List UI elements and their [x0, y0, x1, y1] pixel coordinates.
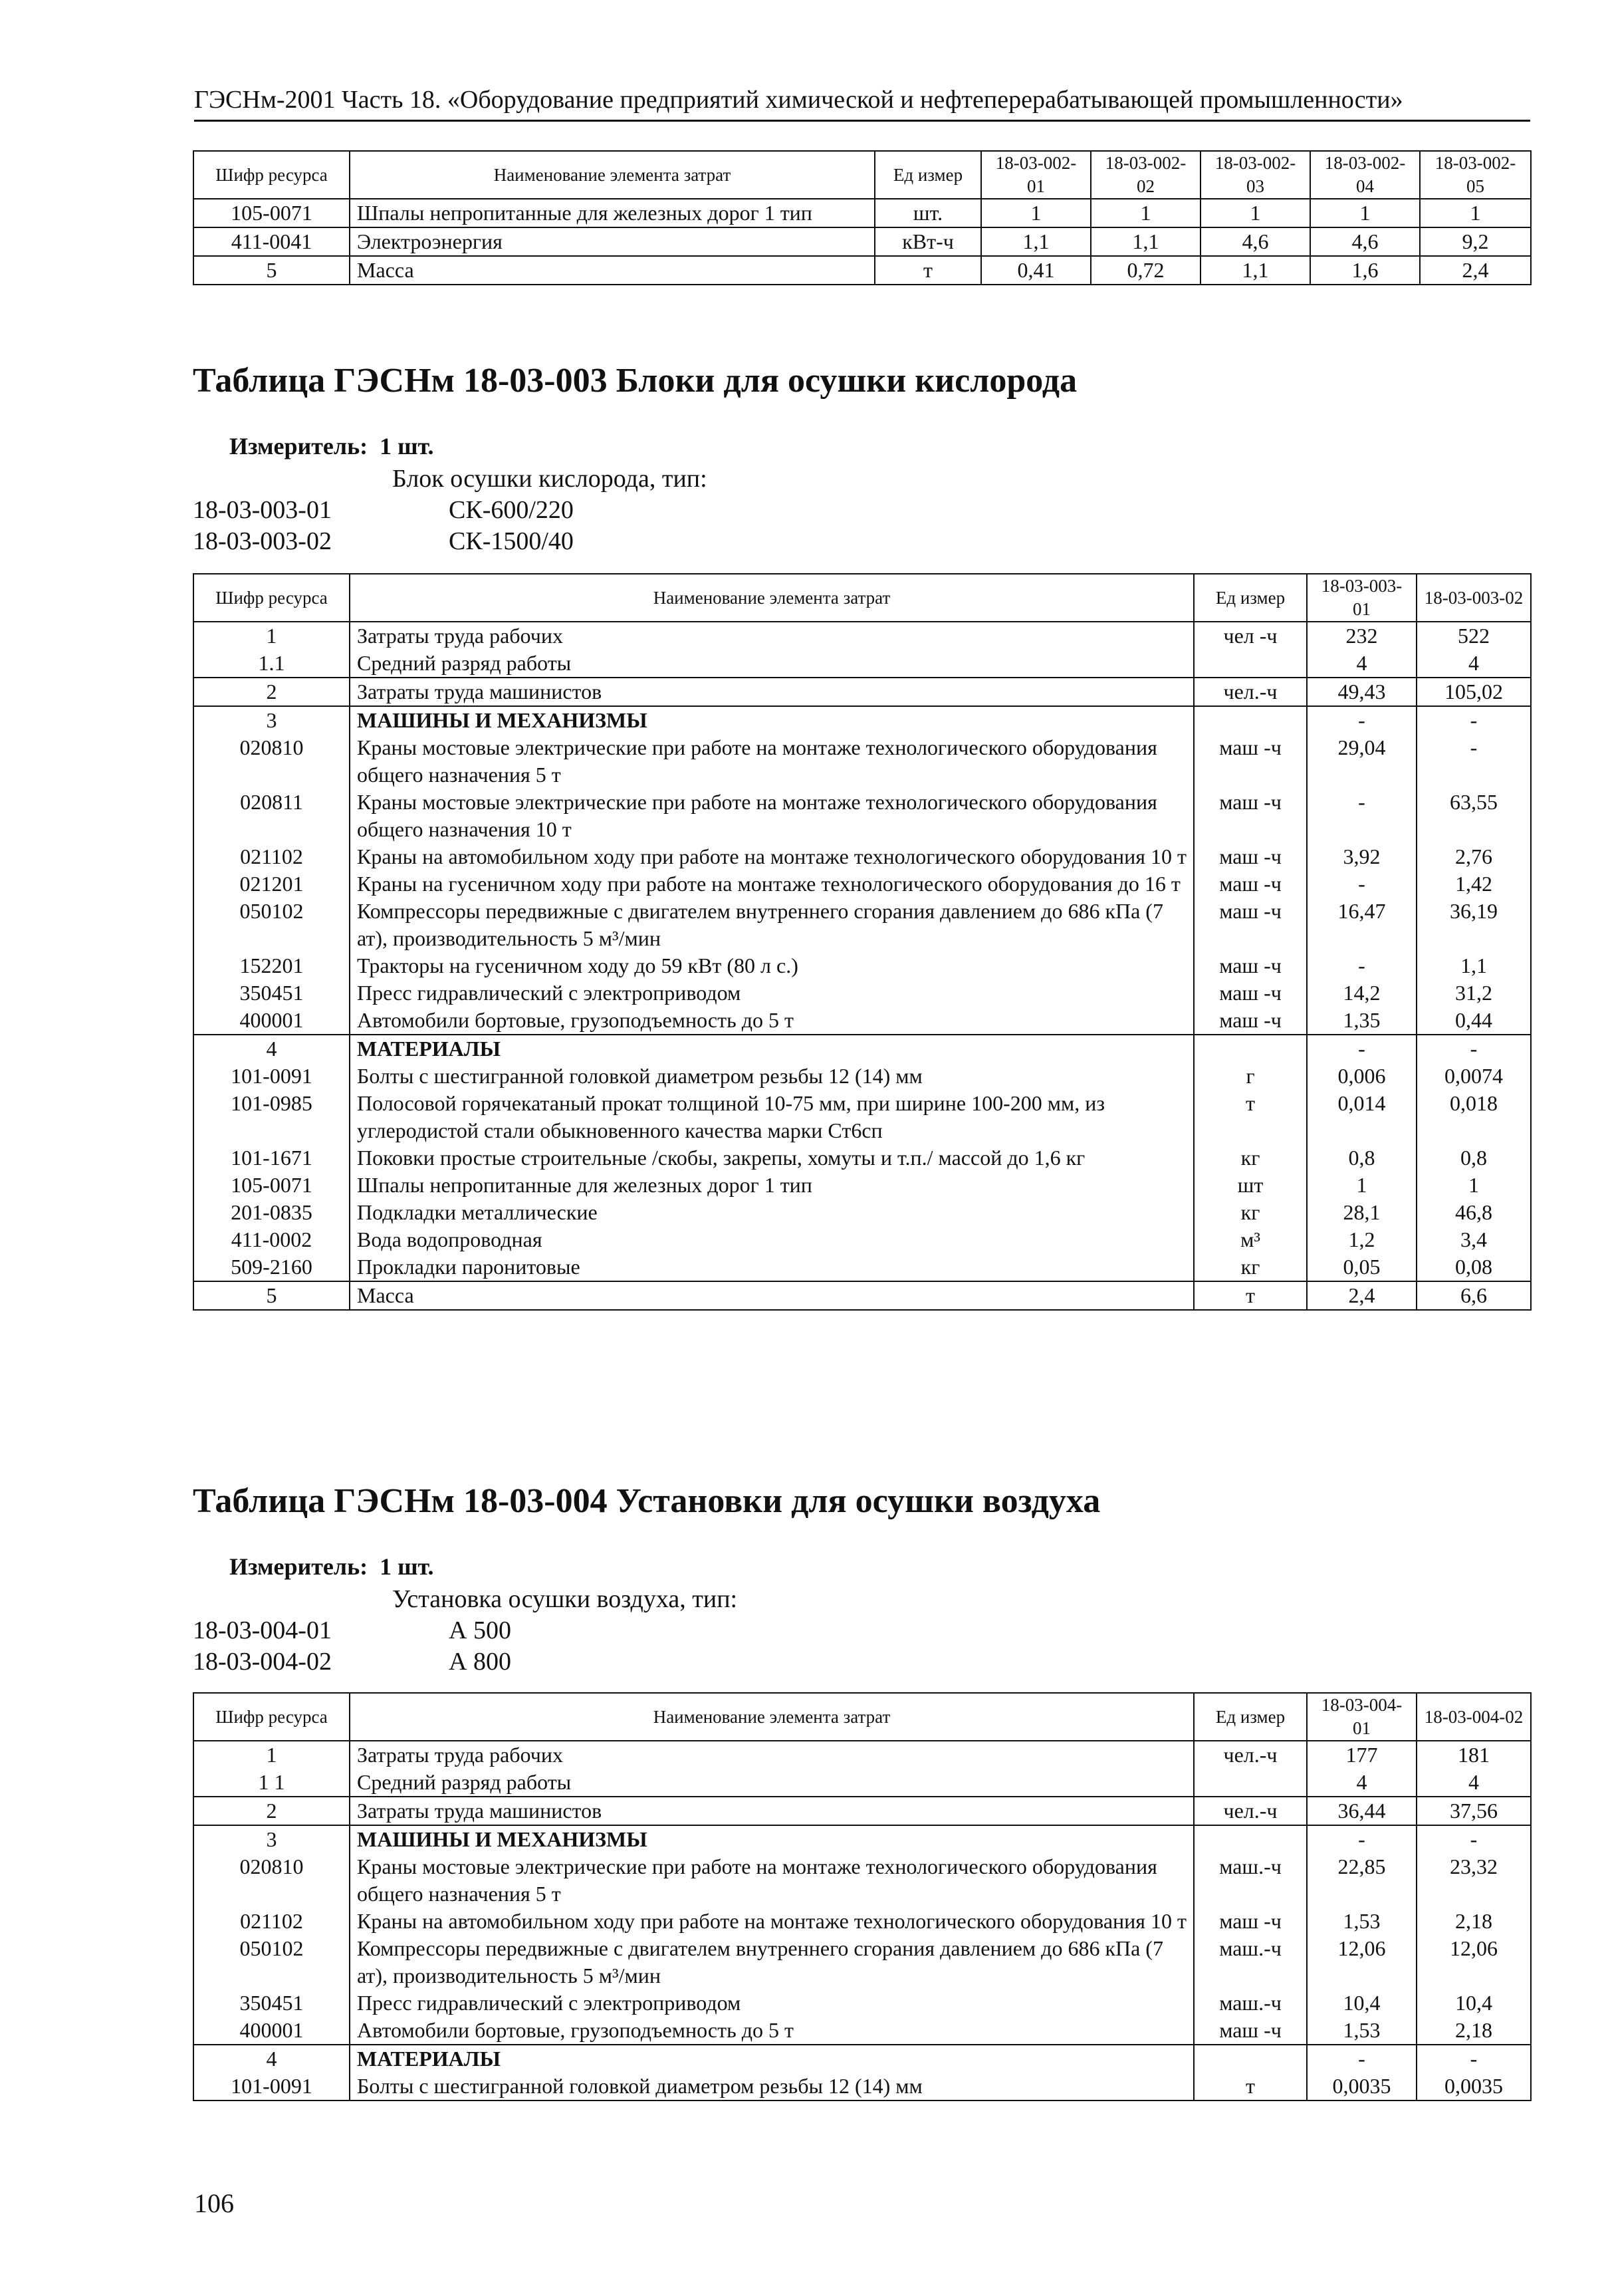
col-header-code: Шифр ресурса	[193, 1693, 350, 1741]
norm-value: 9,2	[1420, 227, 1531, 256]
resource-name: Поковки простые строительные /скобы, закрепы, хомуты и т.п./ массой до 1,6 кг	[350, 1144, 1194, 1172]
col-header-norm: 18-03-002-02	[1091, 151, 1201, 199]
norm-value: 2,18	[1417, 1908, 1531, 1935]
unit: чел.-ч	[1194, 1797, 1307, 1825]
table-row	[193, 979, 1531, 1007]
resource-code: 101-0985	[193, 1090, 350, 1144]
norm-value: 1	[1417, 1172, 1531, 1199]
norm-value: 12,06	[1417, 1935, 1531, 1989]
table-row	[193, 1090, 1531, 1144]
norm-value: 0,0074	[1417, 1063, 1531, 1090]
resource-code: 101-0091	[193, 1063, 350, 1090]
table-row	[193, 898, 1531, 952]
unit: кВт-ч	[875, 227, 981, 256]
norm-value: 0,8	[1307, 1144, 1417, 1172]
unit	[1194, 1769, 1307, 1797]
resource-name: Краны на гусеничном ходу при работе на монтаже технологического оборудования до 16 т	[350, 870, 1194, 898]
norm-value: -	[1307, 952, 1417, 979]
unit: т	[1194, 1281, 1307, 1310]
resource-name: Электроэнергия	[350, 227, 875, 256]
norm-value: -	[1307, 870, 1417, 898]
unit: маш -ч	[1194, 979, 1307, 1007]
unit: маш -ч	[1194, 898, 1307, 952]
unit: маш.-ч	[1194, 1853, 1307, 1908]
resource-code: 152201	[193, 952, 350, 979]
variant-type: СК-600/220	[449, 496, 574, 524]
norm-value: 1,1	[1417, 952, 1531, 979]
resource-code: 1	[193, 1741, 350, 1769]
norm-value: 1	[1310, 199, 1420, 227]
norm-value: 1,53	[1307, 2017, 1417, 2045]
norm-value: 177	[1307, 1741, 1417, 1769]
resource-name: Затраты труда машинистов	[350, 1797, 1194, 1825]
norm-value: 46,8	[1417, 1199, 1531, 1226]
norm-value: 22,85	[1307, 1853, 1417, 1908]
resource-name: Масса	[350, 1281, 1194, 1310]
resource-code: 350451	[193, 1989, 350, 2017]
norm-value: 31,2	[1417, 979, 1531, 1007]
resource-table-18-03-003	[193, 573, 1532, 1311]
unit: чел -ч	[1194, 622, 1307, 650]
unit: шт.	[875, 199, 981, 227]
norm-value: -	[1307, 1825, 1417, 1853]
col-header-norm: 18-03-003-01	[1307, 574, 1417, 622]
norm-value: 2,76	[1417, 843, 1531, 870]
col-header-unit: Ед измер	[1194, 1693, 1307, 1741]
variant-code: 18-03-003-02	[193, 527, 332, 555]
norm-value: 10,4	[1417, 1989, 1531, 2017]
table-row	[193, 1007, 1531, 1035]
unit: т	[1194, 1090, 1307, 1144]
norm-value: 1,1	[1091, 227, 1201, 256]
resource-code: 2	[193, 1797, 350, 1825]
unit: чел.-ч	[1194, 678, 1307, 706]
table-row	[193, 734, 1531, 789]
norm-value: 1,35	[1307, 1007, 1417, 1035]
table-row	[193, 1035, 1531, 1063]
norm-value: 232	[1307, 622, 1417, 650]
unit	[1194, 706, 1307, 734]
resource-code: 021102	[193, 843, 350, 870]
norm-value: -	[1417, 1035, 1531, 1063]
norm-value: 36,19	[1417, 898, 1531, 952]
resource-code: 101-1671	[193, 1144, 350, 1172]
resource-code: 400001	[193, 2017, 350, 2045]
resource-code: 5	[193, 1281, 350, 1310]
table-row	[193, 870, 1531, 898]
resource-code: 2	[193, 678, 350, 706]
col-header-norm: 18-03-002-04	[1310, 151, 1420, 199]
unit: м³	[1194, 1226, 1307, 1253]
resource-name: Краны на автомобильном ходу при работе на монтаже технологического оборудования 10 т	[350, 1908, 1194, 1935]
page-number: 106	[194, 2188, 234, 2218]
resource-code: 5	[193, 256, 350, 285]
resource-name: Автомобили бортовые, грузоподъемность до 5 т	[350, 1007, 1194, 1035]
norm-value: 0,05	[1307, 1253, 1417, 1281]
resource-name: Краны на автомобильном ходу при работе на монтаже технологического оборудования 10 т	[350, 843, 1194, 870]
col-header-unit: Ед измер	[1194, 574, 1307, 622]
resource-name: Вода водопроводная	[350, 1226, 1194, 1253]
norm-value: 0,018	[1417, 1090, 1531, 1144]
norm-value: 1,6	[1310, 256, 1420, 285]
table-row	[193, 1769, 1531, 1797]
variant-code: 18-03-004-01	[193, 1616, 332, 1644]
norm-value: 1,2	[1307, 1226, 1417, 1253]
norm-value: 10,4	[1307, 1989, 1417, 2017]
norm-value: 3,92	[1307, 843, 1417, 870]
norm-value: 0,0035	[1307, 2073, 1417, 2101]
resource-name: Средний разряд работы	[350, 650, 1194, 678]
resource-code: 201-0835	[193, 1199, 350, 1226]
resource-code: 101-0091	[193, 2073, 350, 2101]
unit: кг	[1194, 1253, 1307, 1281]
norm-value: 0,014	[1307, 1090, 1417, 1144]
variant-type: СК-1500/40	[449, 527, 574, 555]
norm-value: 181	[1417, 1741, 1531, 1769]
variant-type: А 500	[449, 1616, 511, 1644]
norm-value: -	[1307, 789, 1417, 843]
resource-code: 350451	[193, 979, 350, 1007]
norm-value: 0,08	[1417, 1253, 1531, 1281]
norm-value: 1,1	[1201, 256, 1310, 285]
table-row	[193, 1253, 1531, 1281]
resource-code: 050102	[193, 898, 350, 952]
table-row	[193, 1144, 1531, 1172]
resource-code: 105-0071	[193, 1172, 350, 1199]
norm-value: 4	[1417, 1769, 1531, 1797]
subtitle: Установка осушки воздуха, тип:	[392, 1585, 738, 1613]
norm-value: 4	[1307, 1769, 1417, 1797]
resource-name: Затраты труда рабочих	[350, 622, 1194, 650]
table-row	[193, 227, 1531, 256]
unit: маш -ч	[1194, 870, 1307, 898]
resource-name: Болты с шестигранной головкой диаметром резьбы 12 (14) мм	[350, 2073, 1194, 2101]
unit: маш -ч	[1194, 2017, 1307, 2045]
variant-type: А 800	[449, 1648, 511, 1676]
table-row	[193, 1226, 1531, 1253]
norm-value: 6,6	[1417, 1281, 1531, 1310]
table-row	[193, 1908, 1531, 1935]
unit: кг	[1194, 1199, 1307, 1226]
col-header-norm: 18-03-004-01	[1307, 1693, 1417, 1741]
norm-value: 3,4	[1417, 1226, 1531, 1253]
table-row	[193, 706, 1531, 734]
resource-name: Подкладки металлические	[350, 1199, 1194, 1226]
norm-value: -	[1307, 706, 1417, 734]
unit	[1194, 1035, 1307, 1063]
unit: кг	[1194, 1144, 1307, 1172]
table-row	[193, 2045, 1531, 2073]
norm-value: 4,6	[1310, 227, 1420, 256]
unit: маш -ч	[1194, 1007, 1307, 1035]
table-row	[193, 1281, 1531, 1310]
resource-name: МАТЕРИАЛЫ	[350, 1035, 1194, 1063]
table-row	[193, 2017, 1531, 2045]
norm-value: 1	[1091, 199, 1201, 227]
col-header-name: Наименование элемента затрат	[350, 1693, 1194, 1741]
col-header-code: Шифр ресурса	[193, 574, 350, 622]
table-row	[193, 1797, 1531, 1825]
norm-value: 1,42	[1417, 870, 1531, 898]
resource-name: Компрессоры передвижные с двигателем внутреннего сгорания давлением до 686 кПа (7 ат), производительность 5 м³/мин	[350, 898, 1194, 952]
resource-name: Полосовой горячекатаный прокат толщиной 10-75 мм, при ширине 100-200 мм, из углеродистой стали обыкновенного качества марки Ст6сп	[350, 1090, 1194, 1144]
col-header-name: Наименование элемента затрат	[350, 574, 1194, 622]
norm-value: 23,32	[1417, 1853, 1531, 1908]
resource-name: Тракторы на гусеничном ходу до 59 кВт (80 л с.)	[350, 952, 1194, 979]
norm-value: -	[1417, 1825, 1531, 1853]
col-header-norm: 18-03-002-01	[981, 151, 1091, 199]
resource-code: 050102	[193, 1935, 350, 1989]
col-header-unit: Ед измер	[875, 151, 981, 199]
norm-value: 28,1	[1307, 1199, 1417, 1226]
resource-code: 1 1	[193, 1769, 350, 1797]
resource-code: 1.1	[193, 650, 350, 678]
resource-code: 020810	[193, 734, 350, 789]
resource-name: Шпалы непропитанные для железных дорог 1 тип	[350, 199, 875, 227]
norm-value: 0,41	[981, 256, 1091, 285]
unit	[1194, 1825, 1307, 1853]
page-header: ГЭСНм-2001 Часть 18. «Оборудование предприятий химической и нефтеперерабатывающей промышленности»	[194, 85, 1530, 122]
resource-code: 3	[193, 1825, 350, 1853]
norm-value: 1	[1307, 1172, 1417, 1199]
resource-name: Прокладки паронитовые	[350, 1253, 1194, 1281]
table-title-18-03-003: Таблица ГЭСНм 18-03-003 Блоки для осушки кислорода	[193, 362, 1078, 400]
unit: маш -ч	[1194, 843, 1307, 870]
resource-code: 105-0071	[193, 199, 350, 227]
variant-code: 18-03-003-01	[193, 496, 332, 524]
table-row	[193, 789, 1531, 843]
resource-name: Компрессоры передвижные с двигателем внутреннего сгорания давлением до 686 кПа (7 ат), производительность 5 м³/мин	[350, 1935, 1194, 1989]
col-header-norm: 18-03-002-03	[1201, 151, 1310, 199]
col-header-code: Шифр ресурса	[193, 151, 350, 199]
resource-table-18-03-004	[193, 1692, 1532, 2101]
table-row	[193, 622, 1531, 650]
table-row	[193, 1741, 1531, 1769]
norm-value: 1	[981, 199, 1091, 227]
resource-name: Пресс гидравлический с электроприводом	[350, 1989, 1194, 2017]
resource-name: Автомобили бортовые, грузоподъемность до 5 т	[350, 2017, 1194, 2045]
variant-code: 18-03-004-02	[193, 1648, 332, 1676]
resource-table-18-03-002	[193, 150, 1532, 285]
unit: маш.-ч	[1194, 1989, 1307, 2017]
norm-value: 4,6	[1201, 227, 1310, 256]
subtitle: Блок осушки кислорода, тип:	[392, 465, 707, 493]
norm-value: 0,72	[1091, 256, 1201, 285]
norm-value: -	[1307, 2045, 1417, 2073]
meter-value: 1 шт.	[380, 433, 434, 459]
norm-value: 1	[1201, 199, 1310, 227]
table-row	[193, 1935, 1531, 1989]
norm-value: 0,8	[1417, 1144, 1531, 1172]
norm-value: 4	[1307, 650, 1417, 678]
unit: шт	[1194, 1172, 1307, 1199]
norm-value: 37,56	[1417, 1797, 1531, 1825]
resource-name: Болты с шестигранной головкой диаметром резьбы 12 (14) мм	[350, 1063, 1194, 1090]
unit: маш.-ч	[1194, 1935, 1307, 1989]
table-row	[193, 199, 1531, 227]
unit: маш -ч	[1194, 734, 1307, 789]
resource-name: Пресс гидравлический с электроприводом	[350, 979, 1194, 1007]
resource-code: 021201	[193, 870, 350, 898]
unit: маш -ч	[1194, 789, 1307, 843]
unit: чел.-ч	[1194, 1741, 1307, 1769]
table-row	[193, 843, 1531, 870]
table-row	[193, 1989, 1531, 2017]
norm-value: 2,4	[1420, 256, 1531, 285]
norm-value: 0,006	[1307, 1063, 1417, 1090]
norm-value: 16,47	[1307, 898, 1417, 952]
norm-value: 29,04	[1307, 734, 1417, 789]
meter-line	[229, 432, 433, 460]
norm-value: 36,44	[1307, 1797, 1417, 1825]
unit	[1194, 650, 1307, 678]
table-row	[193, 1063, 1531, 1090]
norm-value: 4	[1417, 650, 1531, 678]
table-row	[193, 1825, 1531, 1853]
resource-name: Шпалы непропитанные для железных дорог 1 тип	[350, 1172, 1194, 1199]
norm-value: -	[1417, 706, 1531, 734]
resource-code: 400001	[193, 1007, 350, 1035]
norm-value: 0,44	[1417, 1007, 1531, 1035]
norm-value: 63,55	[1417, 789, 1531, 843]
norm-value: 1,1	[981, 227, 1091, 256]
table-row	[193, 678, 1531, 706]
resource-name: Краны мостовые электрические при работе на монтаже технологического оборудования общего назначения 5 т	[350, 1853, 1194, 1908]
norm-value: 49,43	[1307, 678, 1417, 706]
table-row	[193, 256, 1531, 285]
resource-name: Краны мостовые электрические при работе на монтаже технологического оборудования общего назначения 5 т	[350, 734, 1194, 789]
norm-value: -	[1417, 734, 1531, 789]
resource-name: Средний разряд работы	[350, 1769, 1194, 1797]
meter-label: Измеритель:	[229, 433, 368, 459]
unit: т	[1194, 2073, 1307, 2101]
norm-value: 2,4	[1307, 1281, 1417, 1310]
table-row	[193, 2073, 1531, 2101]
norm-value: 1,53	[1307, 1908, 1417, 1935]
resource-name: Затраты труда рабочих	[350, 1741, 1194, 1769]
col-header-name: Наименование элемента затрат	[350, 151, 875, 199]
unit: т	[875, 256, 981, 285]
norm-value: 12,06	[1307, 1935, 1417, 1989]
norm-value: -	[1307, 1035, 1417, 1063]
unit: г	[1194, 1063, 1307, 1090]
table-title-18-03-004: Таблица ГЭСНм 18-03-004 Установки для осушки воздуха	[193, 1482, 1101, 1520]
resource-code: 4	[193, 1035, 350, 1063]
norm-value: 14,2	[1307, 979, 1417, 1007]
table-row	[193, 1199, 1531, 1226]
resource-name: МАШИНЫ И МЕХАНИЗМЫ	[350, 706, 1194, 734]
col-header-norm: 18-03-002-05	[1420, 151, 1531, 199]
resource-code: 021102	[193, 1908, 350, 1935]
table-row	[193, 1172, 1531, 1199]
resource-code: 411-0041	[193, 227, 350, 256]
norm-value: 105,02	[1417, 678, 1531, 706]
resource-code: 020811	[193, 789, 350, 843]
col-header-norm: 18-03-003-02	[1417, 574, 1531, 622]
unit: маш -ч	[1194, 1908, 1307, 1935]
norm-value: -	[1417, 2045, 1531, 2073]
meter-label: Измеритель:	[229, 1553, 368, 1580]
resource-code: 4	[193, 2045, 350, 2073]
resource-code: 020810	[193, 1853, 350, 1908]
resource-code: 411-0002	[193, 1226, 350, 1253]
norm-value: 1	[1420, 199, 1531, 227]
resource-name: Затраты труда машинистов	[350, 678, 1194, 706]
unit: маш -ч	[1194, 952, 1307, 979]
resource-code: 3	[193, 706, 350, 734]
resource-name: Масса	[350, 256, 875, 285]
norm-value: 2,18	[1417, 2017, 1531, 2045]
resource-name: МАТЕРИАЛЫ	[350, 2045, 1194, 2073]
table-row	[193, 952, 1531, 979]
resource-name: Краны мостовые электрические при работе на монтаже технологического оборудования общего назначения 10 т	[350, 789, 1194, 843]
resource-code: 1	[193, 622, 350, 650]
norm-value: 0,0035	[1417, 2073, 1531, 2101]
meter-value: 1 шт.	[380, 1553, 434, 1580]
col-header-norm: 18-03-004-02	[1417, 1693, 1531, 1741]
resource-code: 509-2160	[193, 1253, 350, 1281]
norm-value: 522	[1417, 622, 1531, 650]
table-row	[193, 650, 1531, 678]
resource-name: МАШИНЫ И МЕХАНИЗМЫ	[350, 1825, 1194, 1853]
meter-line	[229, 1553, 433, 1581]
unit	[1194, 2045, 1307, 2073]
table-row	[193, 1853, 1531, 1908]
